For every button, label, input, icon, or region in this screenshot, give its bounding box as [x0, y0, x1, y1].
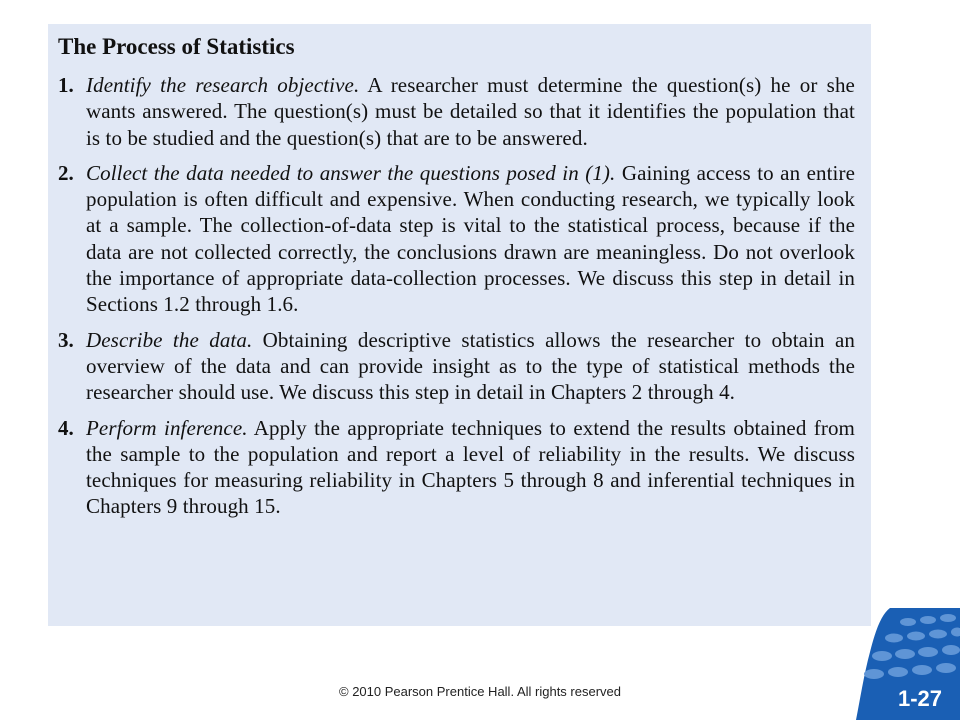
- item-heading: Describe the data.: [86, 327, 253, 352]
- item-number: 3.: [58, 327, 74, 352]
- item-heading: Identify the research objective.: [86, 73, 360, 97]
- item-body: Apply the appropriate techniques to extend the results obtained from the sample to the population and report a level of reliability in the results. We discuss techniques for measuring reliability in Chapters 5 through 8 and inferential techniques in Chapters 9 through 15.: [86, 415, 855, 519]
- item-number: 2.: [58, 160, 74, 185]
- item-text: [86, 160, 855, 318]
- item-text: [86, 327, 855, 406]
- item-number: 1.: [58, 73, 74, 97]
- copyright-notice: © 2010 Pearson Prentice Hall. All rights reserved: [339, 684, 621, 699]
- item-body: A researcher must determine the question(s) he or she wants answered. The question(s) must be detailed so that it identifies the population that is to be studied and the question(s) that are to be answered.: [86, 73, 855, 150]
- item-text: [86, 72, 855, 151]
- item-heading: Collect the data needed to answer the questions posed in (1).: [86, 160, 616, 185]
- item-text: [86, 415, 855, 520]
- box-title: The Process of Statistics: [58, 34, 295, 59]
- item-body: Gaining access to an entire population is often difficult and expensive. When conducting research, we typically look at a sample. The collection-of-data step is vital to the statistical process, because if the data are not collected correctly, the conclusions drawn are meaningless. Do not overlook the importance of appropriate data-collection processes. We discuss this step in detail in Sections 1.2 through 1.6.: [86, 160, 856, 317]
- list-item: [58, 415, 855, 520]
- slide-number: 1-27: [897, 686, 942, 711]
- content-box: [48, 24, 871, 626]
- list-item: [58, 327, 855, 406]
- list-item: [58, 72, 855, 151]
- item-heading: Perform inference.: [86, 415, 248, 440]
- item-number: 4.: [58, 415, 74, 440]
- list-item: [58, 160, 855, 318]
- item-body: Obtaining descriptive statistics allows the researcher to obtain an overview of the data and can provide insight as to the type of statistical methods the researcher should use. We discuss this step in detail in Chapters 2 through 4.: [86, 327, 855, 405]
